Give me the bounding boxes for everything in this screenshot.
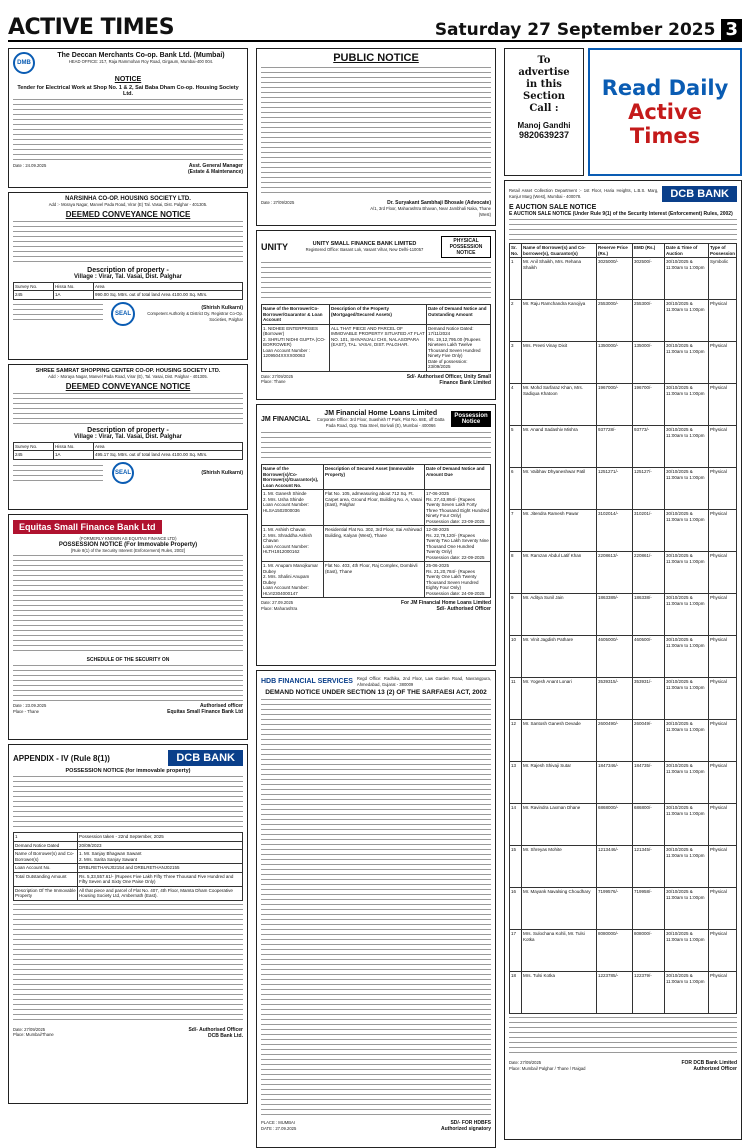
row-value: All that piece and parcel of Flat No. 407, 4th Floor, Mamta Dham Cooperative Housing Society Ltd, Ambernath (East). — [78, 887, 243, 901]
auction-cell-date: 30/10/2025 & 11:00am to 1:00pm — [665, 594, 709, 636]
auction-cell-type: Physical — [709, 426, 737, 468]
jm-logo-icon: JM FINANCIAL — [261, 415, 311, 423]
auction-cell-type: Symbolic — [709, 258, 737, 300]
appendix-second-table — [13, 904, 243, 1024]
auction-cell-sr: 14 — [510, 804, 522, 846]
row-label: Loan Account No. — [14, 864, 78, 873]
dcb-logo-icon: DCB BANK — [662, 186, 737, 202]
shree-heading: DEEMED CONVEYANCE NOTICE — [65, 381, 191, 391]
dcb-subheading: E AUCTION SALE NOTICE (Under Rule 9(1) of the Security Interest (Enforcement) Rules, 2002) — [509, 211, 733, 217]
auction-cell-name: Mr. Vinit Jagdish Pathare — [522, 636, 597, 678]
dcb-signatory: FOR DCB Bank Limited — [681, 1060, 737, 1066]
auction-cell-date: 30/10/2025 & 11:00am to 1:00pm — [665, 552, 709, 594]
property-cell: ALL THAT PIECE AND PARCEL OF IMMOVABLE PROPERTY SITUATED AT FLAT NO. 101, SHIVANJALI CHS, NALASOPARA (EAST), TAL. VASAI, DIST. PALGHAR. — [330, 325, 427, 372]
bank-logo-icon: DMB — [13, 52, 35, 74]
hdb-office: Regd Office: Radhika, 2nd Floor, Law Garden Road, Navrangpura, Ahmedabad, Gujarat - 380009 — [356, 676, 491, 687]
auction-cell-type: Physical — [709, 636, 737, 678]
auction-cell-reserve: 2553000/- — [597, 300, 633, 342]
auction-cell-emd: 186338/- — [633, 594, 665, 636]
equitas-body-text — [13, 555, 243, 655]
narsinha-office-lines — [13, 304, 103, 324]
appendix-signatory-org: DCB Bank Ltd. — [208, 1032, 243, 1039]
dcb-eauction-notice — [504, 180, 742, 1140]
property-cell: Residential Flat No. 302, 3rd Floor, Sai Ashirwad Building, Kalyan (West), Thane — [324, 526, 425, 562]
public-notice-heading: PUBLIC NOTICE — [333, 52, 419, 64]
jm-office: Corporate Office: 3rd Floor, Suashish IT Park, Plot No. 68E, off Datta Pada Road, Opp. Tata Steel, Borivali (E), Mumbai - 400066 — [316, 417, 445, 428]
auction-cell-emd: 184735/- — [633, 762, 665, 804]
row-label: Total Outstanding Amount — [14, 873, 78, 887]
unity-body-text — [261, 262, 491, 302]
auction-cell-sr: 7 — [510, 510, 522, 552]
narsinha-officer: (Shirish Kulkarni) — [201, 305, 243, 311]
deccan-header — [13, 52, 243, 74]
dcb-signatory-sub: Authorized Officer — [693, 1066, 737, 1072]
jm-signatory-sub: Sd/- Authorised Officer — [436, 606, 491, 613]
shree-name: SHREE SAMRAT SHOPPING CENTER CO-OP. HOUSING SOCIETY LTD. — [35, 368, 221, 374]
narsinha-name: NARSINHA CO-OP. HOUSING SOCIETY LTD. — [65, 196, 191, 202]
auction-cell-emd: 310201/- — [633, 510, 665, 552]
shree-officer: (Shirish Kulkarni) — [201, 469, 243, 476]
auction-cell-date: 30/10/2025 & 11:00am to 1:00pm — [665, 846, 709, 888]
auction-cell-name: Mr. Shreyas Mohite — [522, 846, 597, 888]
auction-cell-sr: 1 — [510, 258, 522, 300]
public-notice-signatory: Dr. Suryakant Sambhaji Bhosale (Advocate) — [387, 200, 491, 206]
advertise-text: To advertise in this Section Call : — [518, 55, 570, 114]
public-notice — [256, 48, 496, 226]
jm-signatory: For JM Financial Home Loans Limited — [400, 600, 491, 607]
appendix-header — [13, 748, 243, 768]
deccan-signatory: Asst. General Manager — [188, 163, 243, 169]
survey-no: 245 — [14, 451, 54, 460]
read-daily-promo — [588, 48, 742, 176]
auction-cell-sr: 9 — [510, 594, 522, 636]
appendix-date: Date: 27/09/2025 — [13, 1026, 46, 1032]
unity-place: Place: Thane — [261, 379, 286, 385]
narsinha-body-text — [13, 221, 243, 265]
auction-cell-type: Physical — [709, 846, 737, 888]
hdb-date: DATE : 27.09.2025 — [261, 1125, 297, 1131]
auction-cell-name: Mr. Mohd Sarfaraz Khan, Mrs. Sadiqua Khatoon — [522, 384, 597, 426]
shree-office-lines — [13, 465, 103, 481]
column-left — [8, 48, 248, 1108]
jm-place: Place: Maharashtra — [261, 605, 298, 611]
auction-cell-sr: 18 — [510, 972, 522, 1014]
auction-cell-name: Mr. Ravindra Laxman Dhane — [522, 804, 597, 846]
hdb-heading: DEMAND NOTICE UNDER SECTION 13 (2) OF THE SARFAESI ACT, 2002 — [265, 689, 487, 697]
auction-cell-emd: 255300/- — [633, 300, 665, 342]
narsinha-property-table — [13, 282, 243, 300]
row-label: 1 — [14, 833, 78, 842]
auction-cell-date: 30/10/2025 & 11:00am to 1:00pm — [665, 384, 709, 426]
auction-cell-name: Mr. Yogesh Anant Lonari — [522, 678, 597, 720]
auction-cell-reserve: 937728/- — [597, 426, 633, 468]
masthead-date-block — [435, 19, 742, 40]
auction-cell-type: Physical — [709, 468, 737, 510]
shree-property-table — [13, 442, 243, 460]
auction-cell-sr: 13 — [510, 762, 522, 804]
equitas-signatory-org: Equitas Small Finance Bank Ltd — [167, 709, 243, 716]
advertise-phone: 9820639237 — [518, 130, 570, 140]
col-header: Date of Demand Notice and Outstanding Amount — [427, 305, 491, 325]
auction-cell-emd: 122379/- — [633, 972, 665, 1014]
appendix-body-text — [13, 776, 243, 830]
borrower-cell: 1. Mr. Anupam Manojkumar Dubey 2. Mrs. Shalini Anupam Dubey Loan Account Number: HLVI2304000147 — [262, 562, 324, 598]
area-value: 990.00 Sq. Mtrs. out of total land Area 4100.00 Sq. Mtrs. — [94, 291, 243, 300]
jm-body-text — [261, 432, 491, 462]
row-value: DRBLRETHANJ02154 and DRBLRETHANJ02155 — [78, 864, 243, 873]
col-header: Description of Secured Asset (Immovable Property) — [324, 465, 425, 490]
auction-cell-type: Physical — [709, 300, 737, 342]
auction-cell-type: Physical — [709, 678, 737, 720]
dcb-header — [509, 184, 737, 204]
hdb-body-text — [261, 699, 491, 1117]
auction-cell-reserve: 2600490/- — [597, 720, 633, 762]
auction-cell-reserve: 1350000/- — [597, 342, 633, 384]
auction-cell-reserve: 1847346/- — [597, 762, 633, 804]
appendix-place: Place: Mumbai/Thane — [13, 1032, 54, 1038]
auction-cell-name: Mrs. Sulochana Kohli, Mr. Tulsi Kotka — [522, 930, 597, 972]
auction-cell-emd: 93773/- — [633, 426, 665, 468]
auction-cell-name: Mr. Raju Ramchandra Kanojiya — [522, 300, 597, 342]
column-right — [504, 48, 742, 1144]
demand-cell: 12-08-2025 Rs. 22,79,120/- (Rupees Twenty Two Lakh Seventy Nine Thousand One Hundred Twenty Only) Possession date: 22-09-2025 — [425, 526, 491, 562]
jm-table — [261, 464, 491, 598]
auction-cell-reserve: 8080000/- — [597, 930, 633, 972]
auction-cell-name: Mr. Mayank Navalsing Choudhary — [522, 888, 597, 930]
borrower-cell: 1. Mr. Ashish Chavan 2. Mrs. Shraddha Ashish Chavan Loan Account Number: HLTH1912000162 — [262, 526, 324, 562]
narsinha-desc-title: Description of property - — [87, 266, 169, 274]
auction-cell-date: 30/10/2025 & 11:00am to 1:00pm — [665, 342, 709, 384]
shree-address: Add :- Moraya Nagar, Manvel Pada Road, Virar (E), Tal. Vasai, Dist. Palghar - 401305. — [48, 374, 208, 379]
equitas-place: Place - Thane — [13, 708, 39, 714]
deccan-signatory-dept: (Estate & Maintenance) — [187, 169, 243, 175]
public-notice-date: Date : 27/09/2025 — [261, 200, 295, 205]
auction-cell-emd: 220861/- — [633, 552, 665, 594]
auction-cell-sr: 4 — [510, 384, 522, 426]
auction-cell-reserve: 2208613/- — [597, 552, 633, 594]
advertise-box — [504, 48, 584, 176]
col-header-date: Date & Time of Auction — [665, 244, 709, 258]
auction-cell-reserve: 1223785/- — [597, 972, 633, 1014]
col-header: Name of the Borrower/Co-Borrower/Guarantor & Loan Account — [262, 305, 330, 325]
survey-no: 245 — [14, 291, 54, 300]
unity-sub: Registered Office: Basant Lok, Vasant Vihar, New Delhi-110057 — [305, 247, 424, 253]
dcb-office: Retail Asset Collection Department :- 1st Floor, Haria Heights, L.B.S. Marg, Kanjur Marg (West), Mumbai - 400078. — [509, 188, 659, 199]
narsinha-address: Add :- Moraya Nagar, Manvel Pada Road, Virar (E) Tal. Vasai, Dist. Palghar - 401305. — [48, 202, 208, 207]
auction-cell-type: Physical — [709, 720, 737, 762]
dcb-appendix-notice — [8, 744, 248, 1104]
auction-cell-date: 30/10/2025 & 11:00am to 1:00pm — [665, 636, 709, 678]
auction-cell-sr: 2 — [510, 300, 522, 342]
hissa-no: 1A — [54, 451, 94, 460]
equitas-schedule-text — [13, 665, 243, 701]
auction-cell-emd: 302500/- — [633, 258, 665, 300]
hdb-logo-icon: HDB FINANCIAL SERVICES — [261, 678, 353, 686]
deccan-date: Date : 24.09.2025 — [13, 163, 47, 168]
auction-cell-name: Mr. Santosh Ganesh Devade — [522, 720, 597, 762]
auction-cell-date: 30/10/2025 & 11:00am to 1:00pm — [665, 426, 709, 468]
auction-cell-type: Physical — [709, 972, 737, 1014]
borrower-cell: 1. Mr. Ganesh Shinde 2. Mrs. Usha Shinde Loan Account Number: HLSA1502000036 — [262, 490, 324, 526]
auction-cell-sr: 3 — [510, 342, 522, 384]
auction-cell-date: 30/10/2025 & 11:00am to 1:00pm — [665, 300, 709, 342]
auction-cell-reserve: 3102014/- — [597, 510, 633, 552]
unity-name: UNITY SMALL FINANCE BANK LIMITED — [312, 241, 417, 248]
auction-cell-emd: 135000/- — [633, 342, 665, 384]
promo-line2: Active Times — [628, 100, 702, 148]
demand-cell: Demand Notice Dated: 17/11/2024 Rs. 19,12,795.00 (Rupees Nineteen Lakh Twelve Thousand Seven Hundred Ninety Five Only) Date of possession: 23/09/2025 — [427, 325, 491, 372]
auction-cell-emd: 353931/- — [633, 678, 665, 720]
auction-cell-reserve: 1863389/- — [597, 594, 633, 636]
auction-cell-sr: 15 — [510, 846, 522, 888]
col-header-survey: Survey No. — [14, 283, 54, 292]
unity-header — [261, 234, 491, 260]
narsinha-heading: DEEMED CONVEYANCE NOTICE — [65, 209, 191, 219]
auction-cell-reserve: 6868000/- — [597, 804, 633, 846]
auction-cell-type: Physical — [709, 762, 737, 804]
hdb-place: PLACE : MUMBAI — [261, 1120, 295, 1126]
auction-cell-emd: 260049/- — [633, 720, 665, 762]
col-header-area: Area — [94, 283, 243, 292]
auction-cell-date: 30/10/2025 & 11:00am to 1:00pm — [665, 258, 709, 300]
auction-cell-reserve: 1213446/- — [597, 846, 633, 888]
auction-cell-sr: 5 — [510, 426, 522, 468]
jm-badge: Possession Notice — [451, 411, 491, 427]
equitas-rule: [Rule 8(1) of the Security Interest (Enforcement) Rules, 2002] — [71, 547, 185, 553]
deccan-notice-title: NOTICE — [114, 76, 142, 83]
column-middle — [256, 48, 496, 1148]
auction-cell-emd: 196700/- — [633, 384, 665, 426]
auction-cell-emd: 686800/- — [633, 804, 665, 846]
auction-cell-sr: 16 — [510, 888, 522, 930]
shree-body-text — [13, 393, 243, 425]
row-label: Demand Notice Dated — [14, 842, 78, 851]
auction-cell-date: 30/10/2025 & 11:00am to 1:00pm — [665, 720, 709, 762]
hissa-no: 1A — [54, 291, 94, 300]
hdb-header — [261, 674, 491, 689]
auction-cell-name: Mr. Ramzan Abdul Latif Khan — [522, 552, 597, 594]
auction-cell-type: Physical — [709, 804, 737, 846]
auction-cell-emd: 808000/- — [633, 930, 665, 972]
appendix-table — [13, 832, 243, 901]
property-cell: Flat No. 403, 4th Floor, Raj Complex, Dombivli (East), Thane — [324, 562, 425, 598]
demand-cell: 17-06-2025 Rs. 27,43,894/- (Rupees Twenty Seven Lakh Forty Three Thousand Eight Hundred Ninety Four Only) Possession date: 23-09-2025 — [425, 490, 491, 526]
col-header-emd: EMD (Rs.) — [633, 244, 665, 258]
dcb-heading: E AUCTION SALE NOTICE — [509, 204, 597, 211]
auction-cell-reserve: 4605000/- — [597, 636, 633, 678]
unity-bank-notice — [256, 230, 496, 400]
auction-cell-type: Physical — [709, 510, 737, 552]
auction-cell-name: Mr. Rajesh Shivaji Sutar — [522, 762, 597, 804]
equitas-heading: POSSESSION NOTICE (For Immovable Property) — [58, 541, 198, 548]
area-value: 495.17 Sq. Mtrs. out of total land Area 4100.00 Sq. Mtrs. — [94, 451, 243, 460]
hdb-signatory-sub: Authorized signatory — [440, 1126, 491, 1133]
dcb-body-text — [509, 219, 737, 241]
seal-icon: SEAL — [112, 462, 134, 484]
unity-badge: PHYSICAL POSSESSION NOTICE — [441, 236, 491, 258]
shree-desc-title: Description of property - — [87, 426, 169, 434]
page-number: 3 — [721, 19, 742, 40]
jm-name: JM Financial Home Loans Limited — [324, 410, 438, 417]
auction-cell-date: 30/10/2025 & 11:00am to 1:00pm — [665, 678, 709, 720]
dcb-date: Date: 27/09/2025 — [509, 1060, 542, 1065]
col-header-hissa: Hissa No. — [54, 283, 94, 292]
auction-cell-sr: 8 — [510, 552, 522, 594]
auction-cell-type: Physical — [709, 342, 737, 384]
unity-date: Date: 27/09/2025 — [261, 373, 294, 379]
auction-cell-name: Mrs. Preeti Vinay Dixit — [522, 342, 597, 384]
row-label: Name of Borrower(s) and Co-Borrower(s) — [14, 850, 78, 864]
col-header-reserve: Reserve Price (Rs.) — [597, 244, 633, 258]
auction-cell-date: 30/10/2025 & 11:00am to 1:00pm — [665, 804, 709, 846]
equitas-schedule: SCHEDULE OF THE SECURITY ON — [86, 657, 170, 664]
dcb-terms-text — [509, 1017, 737, 1057]
auction-cell-type: Physical — [709, 888, 737, 930]
row-value: 1. Mr. Sanjay Bhagwan Sawant 2. Mrs. Sarita Sanjay Sawant — [78, 850, 243, 864]
equitas-date: Date : 23.09.2025 — [13, 703, 47, 709]
col-header: Description of the Property (Mortgaged/Secured Assets) — [330, 305, 427, 325]
col-header-area: Area — [94, 443, 243, 452]
auction-cell-reserve: 3539315/- — [597, 678, 633, 720]
narsinha-officer-title: Competent Authority & District Dy. Registrar Co-Op. Societies, Palghar — [147, 311, 243, 322]
auction-cell-name: Mr. Jitendra Ramesh Pawar — [522, 510, 597, 552]
col-header-type: Type of Possession — [709, 244, 737, 258]
auction-cell-date: 30/10/2025 & 11:00am to 1:00pm — [665, 972, 709, 1014]
unity-logo-icon: UNITY — [261, 242, 288, 252]
row-value: Rs. 5,33,557.61/- (Rupees Five Lakh Fifty Three Thousand Five Hundred and Fifty Seven and Sixty One Paise Only) — [78, 873, 243, 887]
equitas-notice — [8, 514, 248, 740]
auction-cell-sr: 10 — [510, 636, 522, 678]
equitas-logo-icon: Equitas Small Finance Bank Ltd — [13, 520, 162, 534]
auction-cell-emd: 125127/- — [633, 468, 665, 510]
auction-cell-emd: 460500/- — [633, 636, 665, 678]
auction-cell-date: 30/10/2025 & 11:00am to 1:00pm — [665, 930, 709, 972]
auction-cell-reserve: 7199576/- — [597, 888, 633, 930]
narsinha-notice — [8, 192, 248, 360]
seal-icon: SEAL — [111, 302, 135, 326]
hdb-signatory: SD/- FOR HDBFS — [450, 1120, 491, 1127]
unity-table — [261, 304, 491, 372]
auction-cell-date: 30/10/2025 & 11:00am to 1:00pm — [665, 888, 709, 930]
deccan-bank-name: The Deccan Merchants Co-op. Bank Ltd. (Mumbai) — [57, 52, 225, 59]
auction-cell-date: 30/10/2025 & 11:00am to 1:00pm — [665, 762, 709, 804]
auction-cell-sr: 17 — [510, 930, 522, 972]
appendix-title: POSSESSION NOTICE (for immovable property) — [65, 768, 191, 774]
shree-village: Village : Virar, Tal. Vasai, Dist. Palghar — [73, 433, 183, 440]
auction-cell-sr: 12 — [510, 720, 522, 762]
col-header: Date of Demand Notice and Amount Due — [425, 465, 491, 490]
equitas-sub: (FORMERLY KNOWN AS EQUITAS FINANCE LTD) — [79, 536, 177, 541]
col-header-sr: Sr. No. — [510, 244, 522, 258]
auction-cell-type: Physical — [709, 384, 737, 426]
auction-cell-name: Mr. Vaibhav Dhyaneshwar Patil — [522, 468, 597, 510]
row-label: Description Of The Immovable Property — [14, 887, 78, 901]
auction-cell-date: 30/10/2025 & 11:00am to 1:00pm — [665, 510, 709, 552]
col-header-name: Name of Borrower(s) and Co-borrower(s), Guarantor(s) — [522, 244, 597, 258]
auction-cell-emd: 719958/- — [633, 888, 665, 930]
row-value: Possession taken - 22nd September, 2025 — [78, 833, 243, 842]
col-header-survey: Survey No. — [14, 443, 54, 452]
auction-cell-reserve: 1251271/- — [597, 468, 633, 510]
col-header-hissa: Hissa No. — [54, 443, 94, 452]
auction-cell-reserve: 1967000/- — [597, 384, 633, 426]
auction-cell-type: Physical — [709, 930, 737, 972]
deccan-office: HEAD OFFICE: 217, Raja Rammohan Roy Road, Girgaum, Mumbai-400 004. — [68, 59, 214, 64]
unity-signatory: Sd/- Authorised Officer, Unity Small Finance Bank Limited — [406, 373, 491, 386]
auction-cell-sr: 11 — [510, 678, 522, 720]
public-notice-body — [261, 67, 491, 197]
promo-line1: Read Daily — [601, 76, 729, 100]
auction-cell-name: Mr. Anand Sadashiv Mishra — [522, 426, 597, 468]
equitas-header — [13, 518, 243, 536]
auction-cell-date: 30/10/2025 & 11:00am to 1:00pm — [665, 468, 709, 510]
deccan-bank-notice — [8, 48, 248, 188]
jm-date: Date: 27.09.2025 — [261, 600, 294, 606]
jm-header — [261, 408, 491, 430]
row-value: 20/09/2023 — [78, 842, 243, 851]
hdb-demand-notice — [256, 670, 496, 1148]
narsinha-village: Village : Virar, Tal. Vasai, Dist. Palghar — [73, 273, 183, 280]
auction-cell-type: Physical — [709, 594, 737, 636]
auction-cell-name: Mr. Anil Shaikh, Mrs. Rehana Shaikh — [522, 258, 597, 300]
appendix-heading: APPENDIX - IV (Rule 8(1)) — [13, 753, 110, 763]
advertise-contact-name: Manoj Gandhi — [517, 121, 571, 130]
borrower-cell: 1. NIDHEE ENTERPRISES (Borrower) 2. SHRUTI NIDHI GUPTA (CO-BORROWER) Loan Account Number : 1209504XXXX00063 — [262, 325, 330, 372]
masthead — [8, 4, 742, 42]
auction-cell-name: Mr. Aditya Sunil Jain — [522, 594, 597, 636]
dcb-place: Place: Mumbai/ Palghar / Thane / Raigad — [509, 1065, 586, 1071]
newspaper-brand: ACTIVE TIMES — [8, 15, 175, 40]
auction-cell-name: Mrs. Tulsi Kotka — [522, 972, 597, 1014]
col-header: Name of the Borrower(s)/Co-Borrower(s)/Guarantor(s), Loan Account No. — [262, 465, 324, 490]
dcb-auction-table — [509, 243, 737, 1014]
jm-financial-notice — [256, 404, 496, 666]
dcb-logo-icon: DCB BANK — [168, 750, 243, 766]
property-cell: Flat No. 105, admeasuring about 712 Sq. Ft. Carpet area, Ground Floor, Building No. A, Vasai (East), Palghar — [324, 490, 425, 526]
equitas-signatory: Authorised officer — [199, 703, 243, 710]
shree-samrat-notice — [8, 364, 248, 510]
deccan-notice-heading: Tender for Electrical Work at Shop No. 1 & 2, Sai Baba Dham Co-op. Housing Society Ltd. — [17, 85, 239, 97]
appendix-signatory: Sd/- Authorised Officer — [188, 1026, 243, 1033]
demand-cell: 25-06-2025 Rs. 21,20,784/- (Rupees Twenty One Lakh Twenty Thousand Seven Hundred Eighty Four Only) Possession date: 24-09-2025 — [425, 562, 491, 598]
publication-date: Saturday 27 September 2025 — [434, 19, 716, 40]
auction-cell-type: Physical — [709, 552, 737, 594]
auction-cell-reserve: 3025000/- — [597, 258, 633, 300]
public-notice-address: A/1, 3rd Floor, Maharashtra Bhavan, Near Jambhali Naka, Thane (West) — [370, 206, 491, 217]
auction-cell-sr: 6 — [510, 468, 522, 510]
auction-cell-emd: 121345/- — [633, 846, 665, 888]
deccan-body-text — [13, 99, 243, 161]
